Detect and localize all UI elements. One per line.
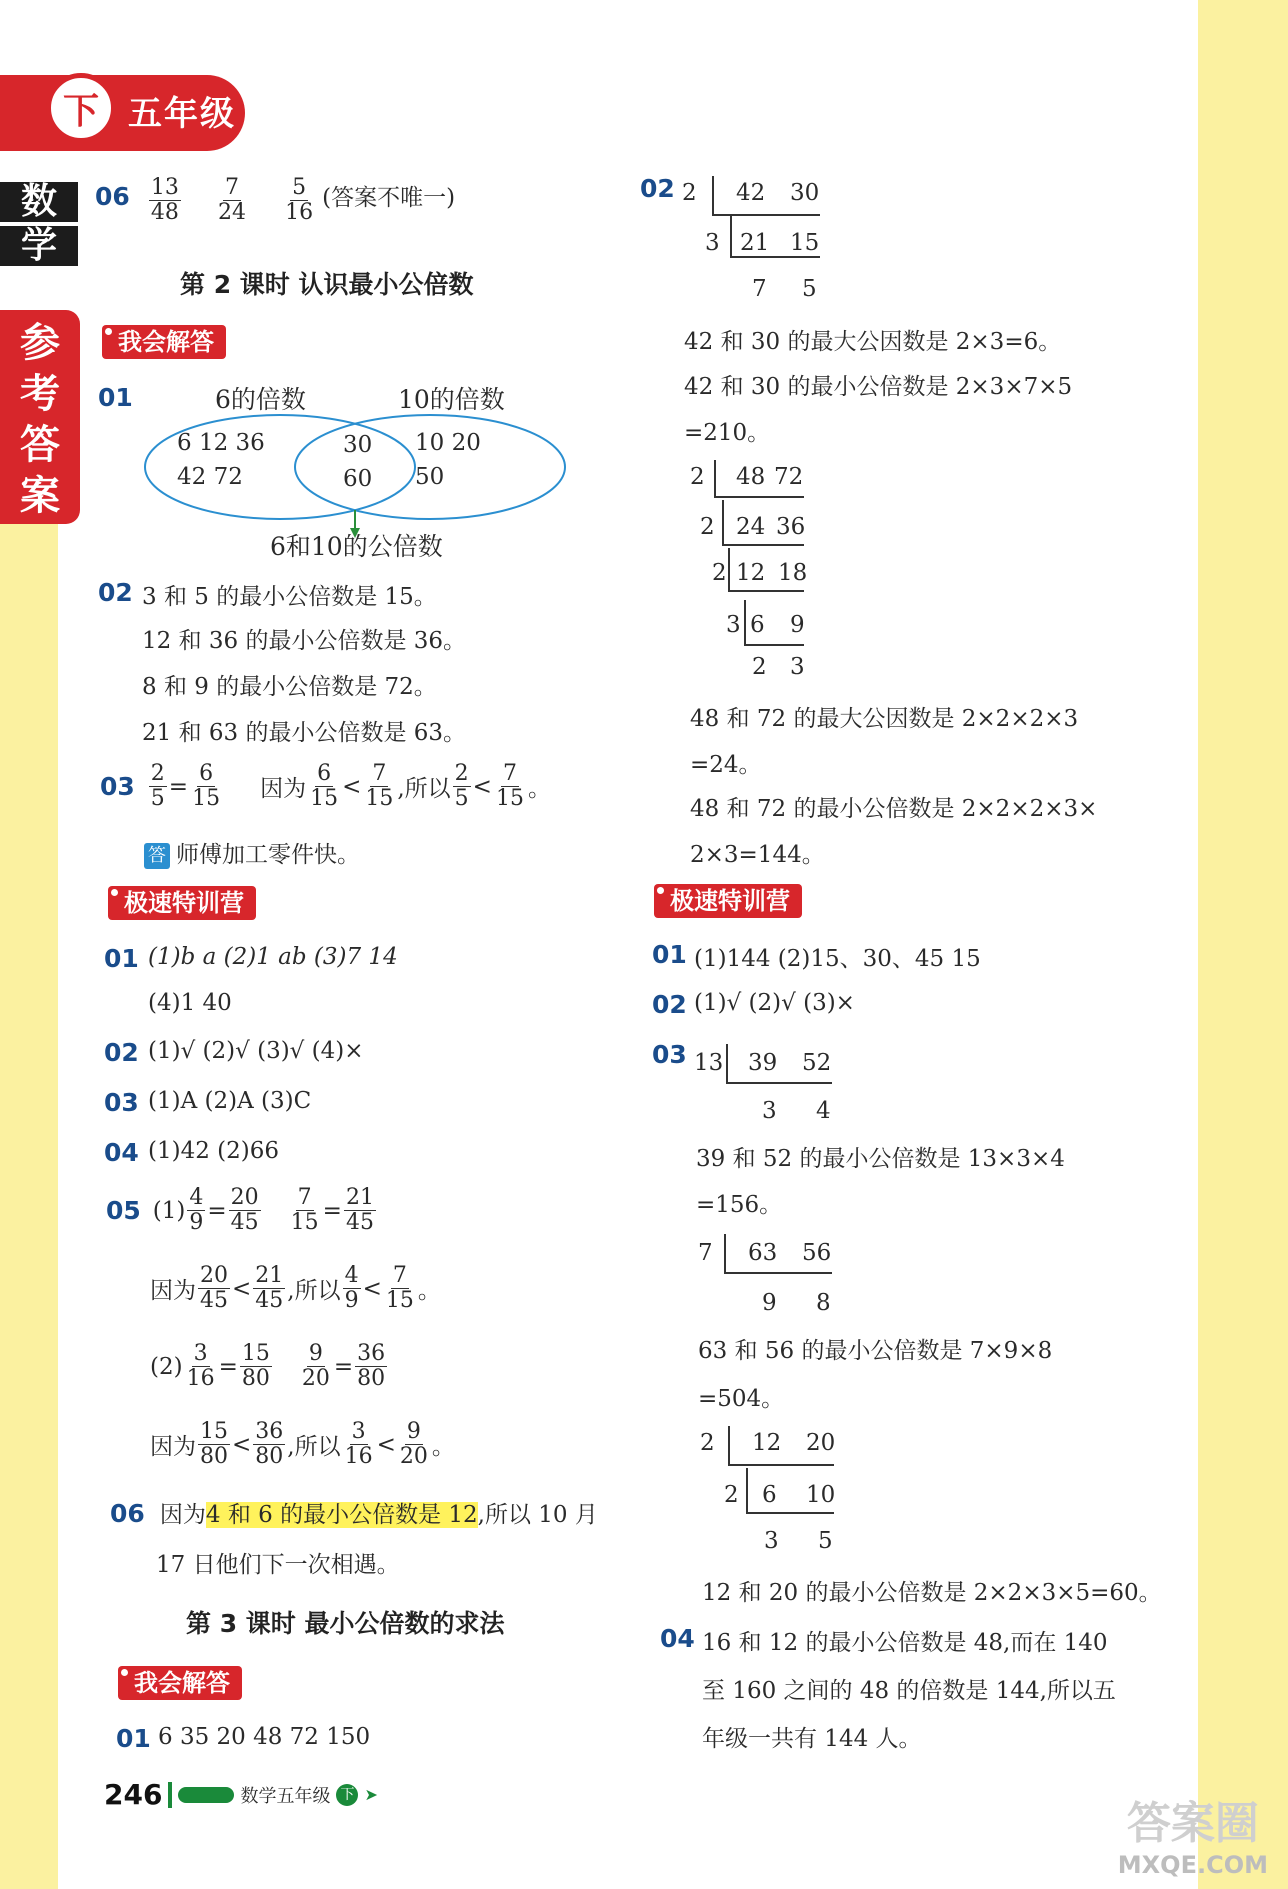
answer-line: (1)√ (2)√ (3)√ (4)× — [148, 1038, 364, 1064]
text: ,所以 10 月 — [477, 1502, 598, 1528]
answer-line: 6 35 20 48 72 150 — [158, 1724, 371, 1750]
question-number: 02 — [98, 578, 133, 607]
fraction: $\frac{20}{45}$ — [230, 1185, 259, 1235]
watermark — [1118, 1787, 1268, 1879]
quotient: 12 — [736, 560, 766, 586]
quotient: 3 — [764, 1528, 779, 1554]
division-bar — [726, 1044, 728, 1084]
lesson-title: 第 2 课时 认识最小公倍数 — [180, 270, 474, 299]
text: ,所以 — [287, 1278, 341, 1304]
fraction: $\frac{9}{20}$ — [301, 1341, 330, 1391]
venn-left-row1: 6 12 36 — [177, 430, 265, 456]
division-line — [724, 1272, 832, 1274]
quotient: 5 — [818, 1528, 833, 1554]
fraction: $\frac{3}{16}$ — [344, 1419, 373, 1469]
question-number: 04 — [660, 1624, 695, 1653]
quotient: 8 — [816, 1290, 831, 1316]
quotient: 21 — [740, 230, 770, 256]
quotient: 6 — [750, 612, 765, 638]
division-bar — [746, 1468, 748, 1512]
text: 。 — [417, 1278, 441, 1304]
question-number: 01 — [98, 383, 133, 412]
division-line — [726, 1082, 832, 1084]
answer-line: =210。 — [684, 420, 771, 446]
fraction: $\frac{21}{45}$ — [255, 1263, 284, 1313]
answer-line: 42 和 30 的最小公倍数是 2×3×7×5 — [684, 374, 1073, 400]
text: 因为 — [150, 1434, 196, 1460]
answer-line: 17 日他们下一次相遇。 — [156, 1552, 400, 1578]
grade-label: 五年级 — [128, 94, 236, 134]
less-than: < — [342, 773, 362, 800]
less-than: < — [376, 1431, 396, 1458]
watermark-url: MXQE.COM — [1117, 1851, 1268, 1879]
dividend: 48 — [736, 464, 766, 490]
question-number: 01 — [116, 1724, 151, 1753]
text: 。 — [527, 776, 551, 802]
division-bar — [722, 500, 724, 544]
fraction: $\frac{6}{15}$ — [192, 761, 221, 811]
divisor: 2 — [712, 560, 727, 586]
question-number: 02 — [104, 1038, 139, 1067]
volume-icon: 下 — [336, 1784, 358, 1806]
venn-left-title: 6的倍数 — [215, 385, 306, 414]
answer-line: 3 和 5 的最小公倍数是 15。 — [142, 584, 437, 610]
division-bar — [712, 176, 714, 216]
less-than: < — [472, 773, 492, 800]
volume-badge: 下 — [46, 73, 116, 143]
fraction: $\frac{13}{48}$ — [150, 175, 179, 225]
t05-line4 — [150, 1420, 455, 1469]
question-number: 03 — [652, 1040, 687, 1069]
text: ,所以 — [397, 776, 451, 802]
quotient: 15 — [790, 230, 820, 256]
fraction: $\frac{21}{45}$ — [345, 1185, 374, 1235]
equals-sign: = — [333, 1353, 354, 1380]
quotient: 18 — [778, 560, 808, 586]
answer-line: 16 和 12 的最小公倍数是 48,而在 140 — [702, 1630, 1108, 1656]
answer-line: (4)1 40 — [148, 990, 232, 1016]
answer-icon: 答 — [144, 843, 170, 869]
quotient: 24 — [736, 514, 766, 540]
fraction: $\frac{20}{45}$ — [200, 1263, 228, 1313]
divisor: 2 — [690, 464, 705, 490]
answer-tab — [0, 310, 80, 524]
venn-left-row2: 42 72 — [177, 464, 243, 490]
less-than: < — [362, 1275, 382, 1302]
division-line — [714, 496, 804, 498]
quotient: 4 — [816, 1098, 831, 1124]
t05-line3 — [150, 1342, 389, 1391]
dividend: 39 — [748, 1050, 778, 1076]
question-number: 04 — [104, 1138, 139, 1167]
answer-text: 师傅加工零件快。 — [176, 842, 360, 868]
equals-sign: = — [207, 1197, 227, 1224]
divisor: 3 — [726, 612, 741, 638]
footer-logo — [178, 1787, 234, 1803]
question-number: 01 — [652, 940, 687, 969]
book-title: 数学五年级 — [240, 1785, 331, 1807]
dividend: 56 — [802, 1240, 832, 1266]
answer-line: 42 和 30 的最大公因数是 2×3=6。 — [684, 329, 1062, 355]
division-line — [712, 214, 820, 216]
section-badge: 我会解答 — [118, 1666, 242, 1700]
quotient: 10 — [806, 1482, 836, 1508]
division-bar — [730, 216, 732, 256]
fraction: $\frac{7}{15}$ — [365, 761, 394, 811]
text: ,所以 — [287, 1434, 341, 1460]
q06-top — [95, 176, 455, 225]
divisor: 2 — [682, 180, 697, 206]
question-number: 06 — [95, 182, 130, 211]
division-bar — [728, 1426, 730, 1466]
footer-divider — [168, 1782, 172, 1808]
answer-line: (1)42 (2)66 — [148, 1138, 280, 1164]
text: 因为 — [150, 1278, 196, 1304]
question-number: 02 — [640, 174, 675, 203]
division-bar — [714, 460, 716, 498]
t05-line2 — [150, 1264, 441, 1313]
left-margin-strip — [0, 520, 58, 1889]
quotient: 2 — [752, 654, 767, 680]
answer-line: 12 和 20 的最小公倍数是 2×2×3×5=60。 — [702, 1580, 1162, 1606]
subject-char-2: 学 — [0, 226, 78, 266]
answer-line: 2×3=144。 — [690, 842, 825, 868]
answer-line: 21 和 63 的最小公倍数是 63。 — [142, 720, 467, 746]
section-badge: 我会解答 — [102, 325, 226, 359]
arrow-icon: ➤ — [364, 1785, 378, 1804]
divisor: 3 — [705, 230, 720, 256]
text: 因为 — [260, 776, 307, 802]
venn-right-title: 10的倍数 — [398, 385, 505, 414]
fraction: $\frac{7}{24}$ — [217, 175, 246, 225]
divisor: 7 — [698, 1240, 713, 1266]
answer-line: 48 和 72 的最大公因数是 2×2×2×3 — [690, 706, 1079, 732]
t05-line1 — [106, 1186, 378, 1235]
quotient: 9 — [790, 612, 805, 638]
division-bar — [728, 548, 730, 590]
dividend: 52 — [802, 1050, 832, 1076]
answer-tab-char: 参 — [20, 320, 60, 366]
less-than: < — [232, 1431, 252, 1458]
fraction: $\frac{7}{15}$ — [495, 761, 524, 811]
division-line — [730, 256, 820, 258]
question-number: 06 — [110, 1499, 145, 1528]
section-badge: 极速特训营 — [654, 884, 802, 918]
venn-right-row2: 50 — [415, 464, 445, 490]
fraction: $\frac{15}{80}$ — [241, 1341, 270, 1391]
venn-right-row1: 10 20 — [415, 430, 481, 456]
answer-tab-char: 答 — [20, 422, 60, 468]
part-label: (1) — [152, 1197, 186, 1224]
answer-line: 年级一共有 144 人。 — [702, 1726, 922, 1752]
quotient: 6 — [762, 1482, 777, 1508]
quotient: 7 — [752, 276, 767, 302]
answer-line: (1)b a (2)1 ab (3)7 14 — [148, 944, 398, 970]
question-number: 01 — [104, 944, 139, 973]
dividend: 12 — [752, 1430, 782, 1456]
answer-line: 8 和 9 的最小公倍数是 72。 — [142, 674, 437, 700]
answer-line: 63 和 56 的最小公倍数是 7×9×8 — [698, 1338, 1053, 1364]
equals-sign: = — [218, 1353, 238, 1380]
dividend: 20 — [806, 1430, 836, 1456]
answer-line: 48 和 72 的最小公倍数是 2×2×2×3× — [690, 796, 1098, 822]
section-badge: 极速特训营 — [108, 886, 256, 920]
dividend: 72 — [774, 464, 804, 490]
part-label: (2) — [150, 1353, 183, 1380]
answer-line: (1)A (2)A (3)C — [148, 1088, 312, 1114]
answer-line: (1)√ (2)√ (3)× — [694, 990, 855, 1016]
answer-line: =504。 — [698, 1386, 785, 1412]
answer-line: =24。 — [690, 752, 762, 778]
fraction: $\frac{7}{15}$ — [290, 1185, 319, 1235]
division-line — [728, 590, 804, 592]
fraction: $\frac{4}{9}$ — [344, 1263, 359, 1313]
fraction: $\frac{2}{5}$ — [150, 761, 165, 811]
right-margin-strip — [1198, 0, 1288, 1889]
venn-common-2: 60 — [343, 466, 373, 492]
answer-line: 12 和 36 的最小公倍数是 36。 — [142, 628, 467, 654]
dividend: 30 — [790, 180, 820, 206]
quotient: 9 — [762, 1290, 777, 1316]
watermark-title: 答案圈 — [1126, 1798, 1259, 1849]
answer-tab-char: 案 — [20, 473, 60, 519]
q03-answer — [144, 836, 360, 869]
text: 因为 — [159, 1502, 206, 1528]
divisor: 2 — [700, 1430, 715, 1456]
page-number: 246 — [104, 1778, 163, 1811]
division-line — [722, 544, 804, 546]
quotient: 3 — [762, 1098, 777, 1124]
divisor: 2 — [724, 1482, 739, 1508]
fraction: $\frac{9}{20}$ — [399, 1419, 428, 1469]
fraction: $\frac{4}{9}$ — [189, 1185, 204, 1235]
subject-char-1: 数 — [0, 182, 78, 222]
fraction: $\frac{36}{80}$ — [255, 1419, 284, 1469]
question-number: 03 — [104, 1088, 139, 1117]
dividend: 42 — [736, 180, 766, 206]
q03-equation — [100, 762, 551, 811]
less-than: < — [232, 1275, 252, 1302]
question-number: 02 — [652, 990, 687, 1019]
question-number: 03 — [100, 772, 135, 801]
fraction: $\frac{15}{80}$ — [200, 1419, 228, 1469]
question-number: 05 — [106, 1196, 141, 1225]
footer — [104, 1778, 378, 1811]
divisor: 2 — [700, 514, 715, 540]
highlighted-text: 4 和 6 的最小公倍数是 12 — [205, 1502, 478, 1528]
fraction: $\frac{6}{15}$ — [310, 761, 339, 811]
division-bar — [724, 1234, 726, 1274]
venn-common-1: 30 — [343, 432, 373, 458]
fraction: $\frac{3}{16}$ — [186, 1341, 215, 1391]
answer-line: 至 160 之间的 48 的倍数是 144,所以五 — [702, 1678, 1116, 1704]
equals-sign: = — [322, 1197, 342, 1224]
answer-line: 39 和 52 的最小公倍数是 13×3×4 — [696, 1146, 1065, 1172]
dividend: 63 — [748, 1240, 778, 1266]
division-line — [744, 644, 804, 646]
quotient: 36 — [776, 514, 806, 540]
t06 — [110, 1496, 598, 1529]
lesson-title: 第 3 课时 最小公倍数的求法 — [186, 1609, 505, 1638]
fraction: $\frac{36}{80}$ — [357, 1341, 386, 1391]
fraction: $\frac{5}{16}$ — [285, 175, 314, 225]
fraction: $\frac{2}{5}$ — [454, 761, 469, 811]
quotient: 3 — [790, 654, 805, 680]
divisor: 13 — [694, 1050, 724, 1076]
answer-line: =156。 — [696, 1192, 783, 1218]
answer-tab-char: 考 — [20, 371, 60, 417]
division-line — [746, 1512, 834, 1514]
division-bar — [744, 600, 746, 644]
fraction: $\frac{7}{15}$ — [385, 1263, 414, 1313]
quotient: 5 — [802, 276, 817, 302]
answer-line: (1)144 (2)15、30、45 15 — [694, 946, 981, 972]
division-line — [728, 1464, 834, 1466]
equals-sign: = — [168, 773, 189, 800]
note: (答案不唯一) — [322, 185, 456, 211]
venn-caption: 6和10的公倍数 — [270, 532, 443, 561]
text: 。 — [431, 1434, 455, 1460]
